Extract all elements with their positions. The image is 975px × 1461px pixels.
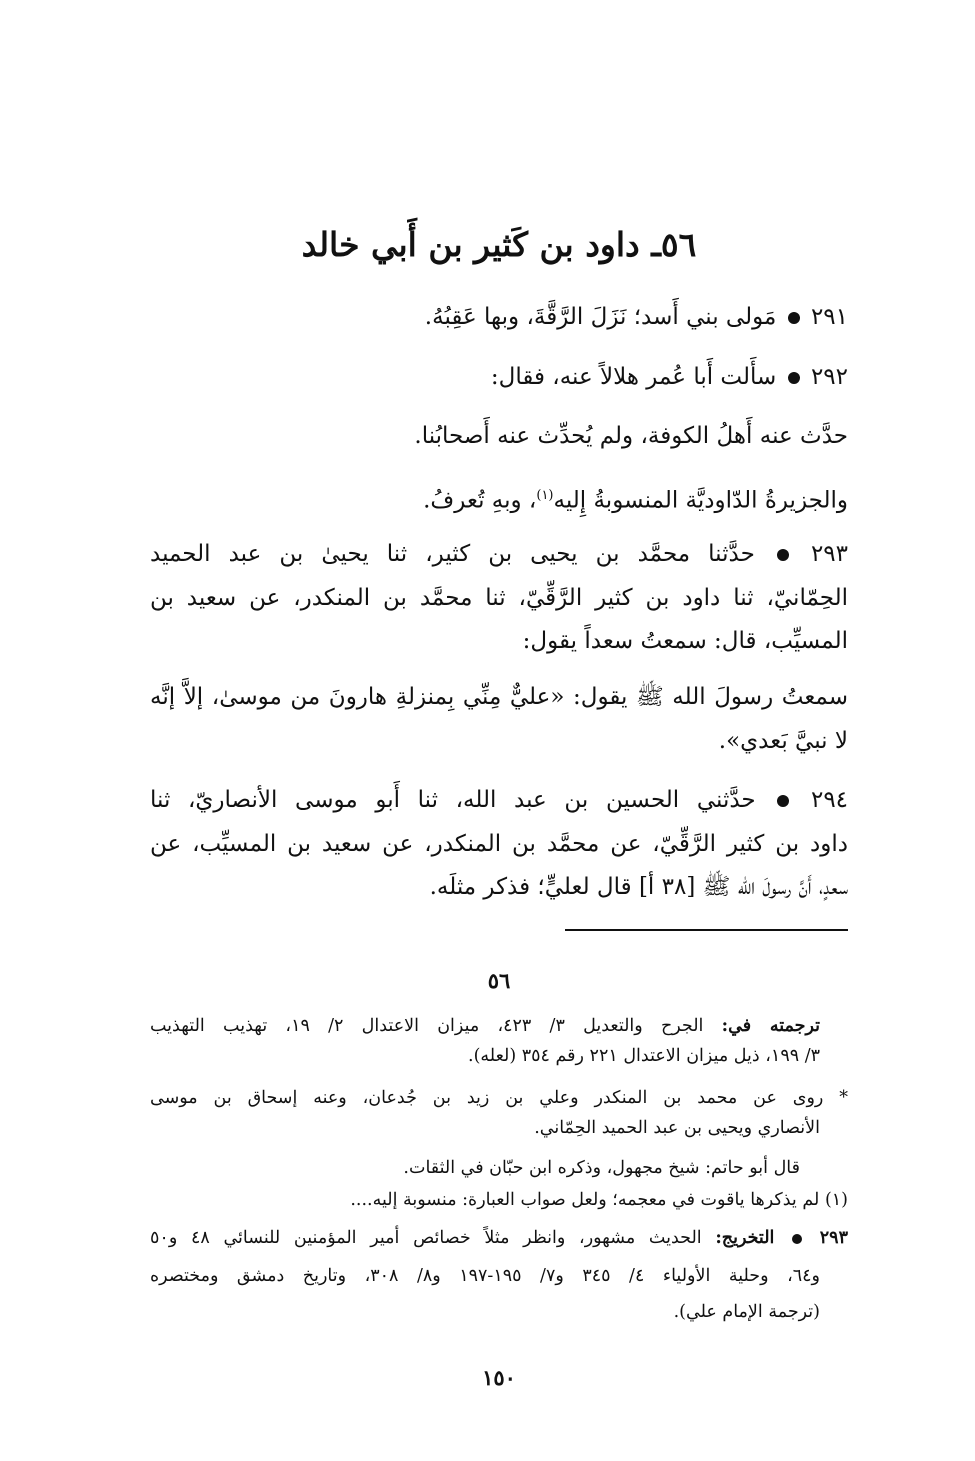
footnote-divider bbox=[565, 929, 848, 931]
footnote-number: (١) bbox=[824, 1190, 848, 1210]
asterisk: * bbox=[839, 1088, 848, 1108]
entry-number: ٢٩١ bbox=[810, 304, 848, 330]
footnote-line: (ترجمة الإمام علي). bbox=[673, 1302, 820, 1322]
entry-294-line-3: سعدٍ، أَنَّ رسولَ الله ﷺ [٣٨ أ] قال لعليٍّ؛ فذكر مثلَه. bbox=[429, 874, 848, 900]
entry-294-line-1 bbox=[150, 780, 848, 820]
footnote-line bbox=[150, 1011, 820, 1041]
bullet-icon bbox=[788, 372, 800, 384]
footnote-label: التخريج: bbox=[715, 1228, 775, 1248]
paragraph-text: ، وبهِ تُعرفُ. bbox=[423, 487, 537, 514]
footnote-text: روى عن محمد بن المنكدر وعلي بن زيد بن جُدعان، وعنه إسحاق بن موسى bbox=[150, 1088, 824, 1108]
entry-text: حدَّثنا محمَّد بن يحيى بن كثير، ثنا يحيىٰ بن عبد الحميد bbox=[150, 541, 755, 567]
footnote-ref: (١) bbox=[536, 488, 554, 503]
footnote-line bbox=[150, 1185, 848, 1215]
entry-text: سأَلت أَبا عُمر هلالاً عنه، فقال: bbox=[490, 364, 777, 390]
entry-293-line-3: المسيِّب، قال: سمعتُ سعداً يقول: bbox=[522, 628, 848, 654]
bullet-icon bbox=[777, 549, 789, 561]
entry-291 bbox=[150, 297, 848, 337]
footnote-text: لم يذكرها ياقوت في معجمه؛ ولعل صواب العبارة: منسوبة إليه.... bbox=[350, 1190, 820, 1210]
footnote-line: ٣/ ١٩٩، ذيل ميزان الاعتدال ٢٢١ رقم ٣٥٤ (لعله). bbox=[468, 1046, 820, 1066]
entry-number: ٢٩٢ bbox=[810, 364, 848, 390]
chapter-title: ٥٦ـ داود بن كَثير بن أَبي خالد bbox=[301, 225, 697, 264]
footnote-line: الأنصاري ويحيى بن عبد الحميد الحِمّاني. bbox=[534, 1118, 820, 1138]
footnote-line: و٦٤، وحلية الأولياء ٤/ ٣٤٥ و٧/ ١٩٥-١٩٧ و٨/ ٣٠٨، وتاريخ دمشق ومختصره bbox=[150, 1266, 820, 1286]
bullet-icon bbox=[792, 1234, 802, 1244]
page-number: ١٥٠ bbox=[482, 1365, 516, 1390]
hadith-quote-line-2: لا نبيَّ بَعدي». bbox=[718, 728, 848, 754]
book-page bbox=[150, 0, 848, 1461]
footnote-number: ٢٩٣ bbox=[819, 1228, 848, 1248]
paragraph-line: حدَّث عنه أَهلُ الكوفة، ولم يُحدِّث عنه أَصحابُنا. bbox=[414, 423, 848, 449]
entry-293-line-2: الحِمّانيّ، ثنا داود بن كثير الرَّقِّيّ، ثنا محمَّد بن المنكدر، عن سعيد بن bbox=[150, 585, 848, 611]
footnote-line: قال أبو حاتم: شيخ مجهول، وذكره ابن حبّان في الثقات. bbox=[403, 1158, 800, 1178]
paragraph-text: والجزيرةُ الدّاوديَّة المنسوبةُ إِليه bbox=[553, 487, 848, 514]
footnote-line bbox=[150, 1223, 848, 1253]
hadith-quote-line-1: سمعتُ رسولَ الله ﷺ يقول: «عليٌّ مِنِّي بِمنزلةِ هارونَ من موسىٰ، إلاَّ إنَّه bbox=[150, 684, 848, 710]
entry-293-line-1 bbox=[150, 534, 848, 574]
entry-number: ٢٩٣ bbox=[810, 541, 848, 567]
entry-text: حدَّثني الحسين بن عبد الله، ثنا أَبو موسى الأنصاريّ، ثنا bbox=[150, 787, 756, 813]
footnote-text: الحديث مشهور، وانظر مثلاً خصائص أمير المؤمنين للنسائي ٤٨ و٥٠ bbox=[150, 1228, 702, 1248]
footnote-heading: ٥٦ bbox=[487, 968, 511, 993]
entry-292 bbox=[150, 357, 848, 397]
entry-number: ٢٩٤ bbox=[810, 787, 849, 813]
entry-text: مَولى بني أَسد؛ نَزَلَ الرَّقَّةَ، وبها عَقِبُهُ. bbox=[424, 304, 777, 330]
footnote-text: الجرح والتعديل ٣/ ٤٢٣، ميزان الاعتدال ٢/ ١٩، تهذيب التهذيب bbox=[150, 1016, 704, 1036]
footnote-label: ترجمته في: bbox=[721, 1016, 820, 1036]
footnote-line bbox=[150, 1083, 848, 1113]
bullet-icon bbox=[788, 312, 800, 324]
entry-294-line-2: داود بن كثير الرَّقِّيّ، عن محمَّد بن المنكدر، عن سعيد بن المسيِّب، عن bbox=[150, 831, 848, 857]
paragraph-line bbox=[150, 476, 848, 521]
bullet-icon bbox=[777, 795, 789, 807]
